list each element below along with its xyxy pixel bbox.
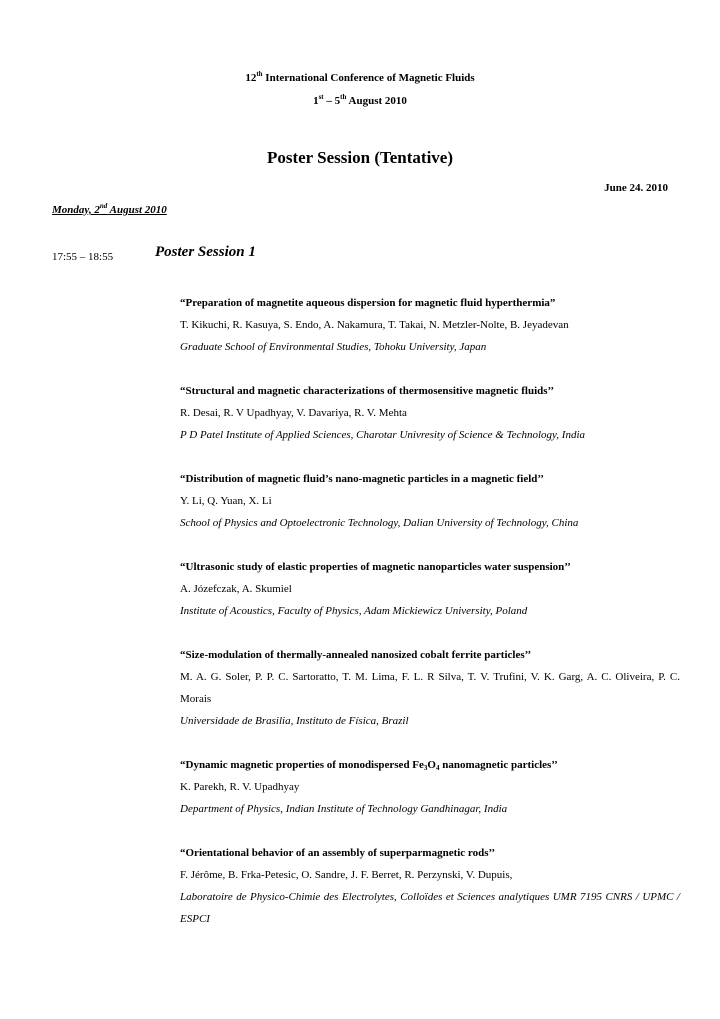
poster-affiliation: Graduate School of Environmental Studies, Tohoku University, Japan xyxy=(180,341,487,353)
date-start: 1 xyxy=(313,95,319,107)
poster-entry xyxy=(180,754,680,820)
poster-title: “Distribution of magnetic fluid’s nano-magnetic particles in a magnetic field’’ xyxy=(180,473,544,485)
session-name: Poster Session 1 xyxy=(155,244,256,260)
poster-entry xyxy=(180,556,680,622)
poster-entry xyxy=(180,468,680,534)
poster-authors: M. A. G. Soler, P. P. C. Sartoratto, T. M. Lima, F. L. R Silva, T. V. Trufini, V. K. Garg, A. C. Oliveira, P. C. Morais xyxy=(180,671,680,705)
date-end: 5 xyxy=(334,95,341,107)
conference-name: International Conference of Magnetic Fluids xyxy=(265,72,475,84)
date-end-suffix: th xyxy=(340,93,347,101)
poster-authors: Y. Li, Q. Yuan, X. Li xyxy=(180,495,272,507)
session-time: 17:55 – 18:55 xyxy=(52,251,114,263)
date-separator: – xyxy=(326,95,332,107)
poster-title-part: “Dynamic magnetic properties of monodispersed Fe xyxy=(180,759,424,771)
conference-title xyxy=(0,72,720,84)
poster-authors: K. Parekh, R. V. Upadhyay xyxy=(180,781,300,793)
day-month-year: August 2010 xyxy=(109,204,167,216)
poster-title: “Orientational behavior of an assembly of superparmagnetic rods’’ xyxy=(180,847,496,859)
poster-authors: A. Józefczak, A. Skumiel xyxy=(180,583,292,595)
poster-entry xyxy=(180,842,680,930)
poster-title-part: nanomagnetic particles’’ xyxy=(439,759,558,771)
poster-title-subscript: 4 xyxy=(435,764,440,772)
page-title: Poster Session (Tentative) xyxy=(266,148,454,167)
conference-ordinal-suffix: th xyxy=(256,70,263,78)
conference-dates xyxy=(0,95,720,107)
poster-entry xyxy=(180,644,680,732)
poster-list xyxy=(180,292,680,952)
poster-affiliation: School of Physics and Optoelectronic Technology, Dalian University of Technology, China xyxy=(180,517,579,529)
poster-title: “Size-modulation of thermally-annealed nanosized cobalt ferrite particles’’ xyxy=(180,649,532,661)
conference-ordinal: 12 xyxy=(245,72,257,84)
date-start-suffix: st xyxy=(318,93,324,101)
poster-affiliation: Universidade de Brasilia, Instituto de Física, Brazil xyxy=(180,715,409,727)
poster-title: “Structural and magnetic characterizations of thermosensitive magnetic fluids’’ xyxy=(180,385,555,397)
poster-affiliation: Department of Physics, Indian Institute of Technology Gandhinagar, India xyxy=(180,803,508,815)
poster-title: “Preparation of magnetite aqueous dispersion for magnetic fluid hyperthermia” xyxy=(180,297,556,309)
document-date: June 24. 2010 xyxy=(604,182,668,194)
poster-entry xyxy=(180,380,680,446)
poster-title: “Ultrasonic study of elastic properties of magnetic nanoparticles water suspension’’ xyxy=(180,561,571,573)
day-suffix: nd xyxy=(99,202,108,210)
poster-affiliation: Institute of Acoustics, Faculty of Physics, Adam Mickiewicz University, Poland xyxy=(180,605,528,617)
day-weekday: Monday, 2 xyxy=(52,204,100,216)
poster-title xyxy=(180,754,680,776)
poster-authors: F. Jérôme, B. Frka-Petesic, O. Sandre, J. F. Berret, R. Perzynski, V. Dupuis, xyxy=(180,869,513,881)
poster-affiliation: Laboratoire de Physico-Chimie des Electrolytes, Colloïdes et Sciences analytiques UMR 7195 CNRS / UPMC / ESPCI xyxy=(180,891,680,925)
poster-title-part: O xyxy=(427,759,436,771)
poster-authors: R. Desai, R. V Upadhyay, V. Davariya, R. V. Mehta xyxy=(180,407,407,419)
poster-authors: T. Kikuchi, R. Kasuya, S. Endo, A. Nakamura, T. Takai, N. Metzler-Nolte, B. Jeyadevan xyxy=(180,319,569,331)
poster-title-subscript: 3 xyxy=(423,764,428,772)
day-heading xyxy=(52,204,167,216)
poster-entry xyxy=(180,292,680,358)
poster-affiliation: P D Patel Institute of Applied Sciences, Charotar Univresity of Science & Technology, India xyxy=(180,429,585,441)
date-month-year: August 2010 xyxy=(348,95,407,107)
